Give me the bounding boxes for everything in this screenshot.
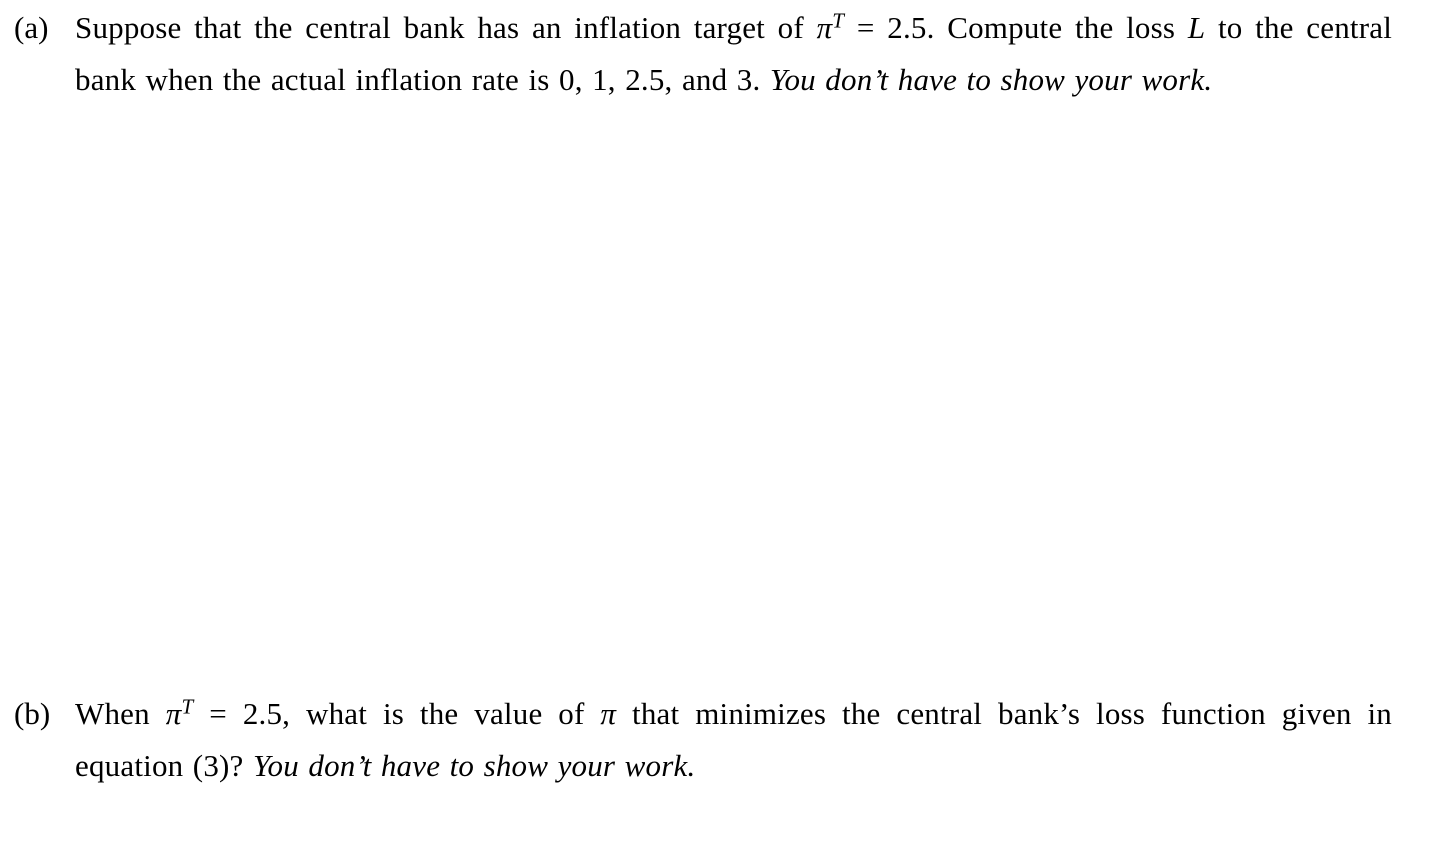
text-segment: = 2.5. Compute the loss <box>844 10 1188 45</box>
text-segment: that minimizes the central bank’s loss function given in equation (3)? <box>75 696 1392 783</box>
pi-symbol: π <box>165 696 182 731</box>
question-a <box>14 2 1392 106</box>
question-b-text <box>75 688 1392 792</box>
pi-symbol: π <box>816 10 833 45</box>
question-a-text <box>75 2 1392 106</box>
text-segment: Suppose that the central bank has an inflation target of <box>75 10 817 45</box>
pi-superscript: T <box>832 8 845 33</box>
emphasis-text: You don’t have to show your work. <box>769 62 1213 97</box>
text-segment: = 2.5, what is the value of <box>193 696 601 731</box>
text-segment: When <box>75 696 166 731</box>
emphasis-text: You don’t have to show your work. <box>252 748 696 783</box>
question-b <box>14 688 1392 792</box>
question-a-label: (a) <box>14 10 49 45</box>
pi-symbol: π <box>600 696 617 731</box>
question-b-label: (b) <box>14 696 51 731</box>
pi-superscript: T <box>181 694 194 719</box>
text-segment: to the central bank when the actual inflation rate is 0, 1, 2.5, and 3. <box>75 10 1393 97</box>
loss-variable: L <box>1187 10 1206 45</box>
